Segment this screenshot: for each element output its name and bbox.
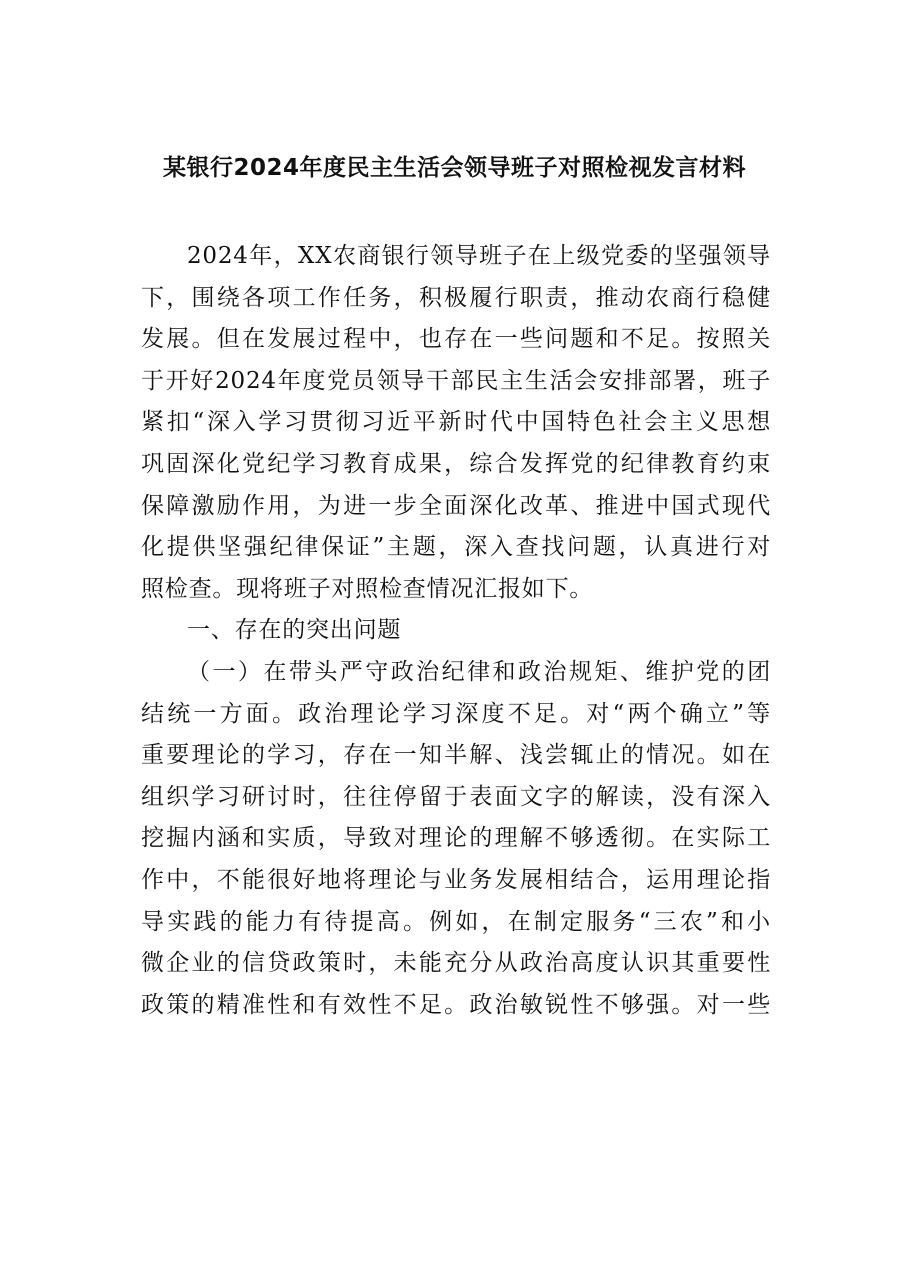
paragraph-line: 作中，不能很好地将理论与业务发展相结合，运用理论指 <box>141 866 771 893</box>
section-heading: 一、存在的突出问题 <box>187 617 402 644</box>
paragraph-line: 导实践的能力有待提高。例如，在制定服务“三农”和小 <box>141 908 771 935</box>
paragraph-line: （一）在带头严守政治纪律和政治规矩、维护党的团 <box>187 658 771 685</box>
paragraph-line: 发展。但在发展过程中，也存在一些问题和不足。按照关 <box>141 326 771 353</box>
paragraph-line: 结统一方面。政治理论学习深度不足。对“两个确立”等 <box>141 700 771 727</box>
paragraph-line: 下，围绕各项工作任务，积极履行职责，推动农商行稳健 <box>141 284 771 311</box>
paragraph-line: 照检查。现将班子对照检查情况汇报如下。 <box>141 575 594 602</box>
paragraph-line: 组织学习研讨时，往往停留于表面文字的解读，没有深入 <box>141 783 771 810</box>
paragraph-line: 于开好2024年度党员领导干部民主生活会安排部署，班子 <box>141 367 771 394</box>
paragraph-line: 化提供坚强纪律保证”主题，深入查找问题，认真进行对 <box>141 534 771 561</box>
paragraph-line: 微企业的信贷政策时，未能充分从政治高度认识其重要性 <box>141 950 771 977</box>
document-body <box>141 236 771 1026</box>
paragraph-line: 巩固深化党纪学习教育成果，综合发挥党的纪律教育约束 <box>141 450 771 477</box>
paragraph-line: 政策的精准性和有效性不足。政治敏锐性不够强。对一些 <box>141 991 771 1018</box>
document-title: 某银行2024年度民主生活会领导班子对照检视发言材料 <box>162 155 746 181</box>
paragraph-line: 挖掘内涵和实质，导致对理论的理解不够透彻。在实际工 <box>141 825 771 852</box>
paragraph-line: 紧扣“深入学习贯彻习近平新时代中国特色社会主义思想 <box>141 409 771 436</box>
paragraph-line: 重要理论的学习，存在一知半解、浅尝辄止的情况。如在 <box>141 742 771 769</box>
paragraph-line: 保障激励作用，为进一步全面深化改革、推进中国式现代 <box>141 492 771 519</box>
paragraph-line: 2024年，XX农商银行领导班子在上级党委的坚强领导 <box>187 243 771 269</box>
